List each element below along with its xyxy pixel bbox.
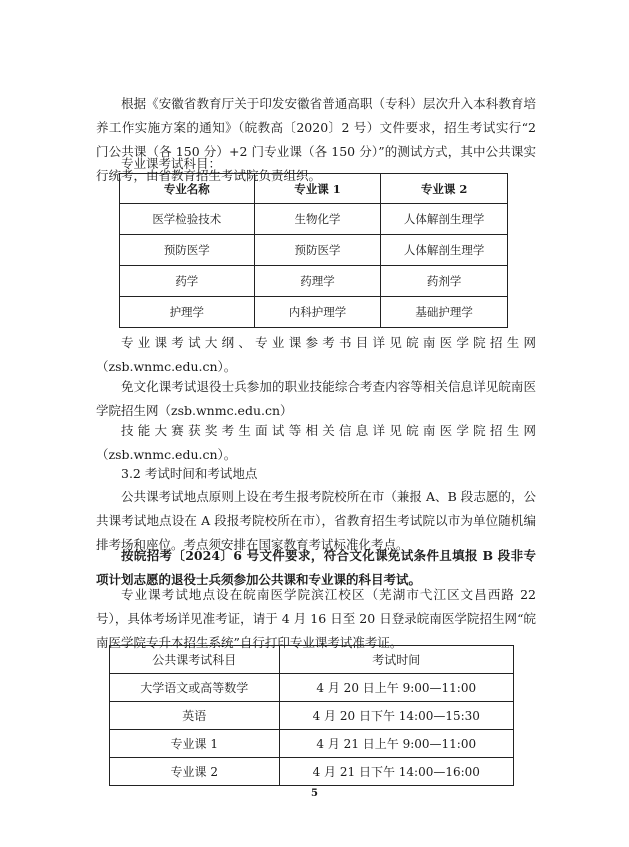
paragraph-major-exam-location: 专业课考试地点设在皖南医学院滨江校区（芜湖市弋江区文昌西路 22 号），具体考场详见准考证，请于 4 月 16 日至 20 日登录皖南医学院招生网“皖南医学院专升本招生系统”自行打印专业课考试准考证。 <box>96 587 536 650</box>
table-cell: 4 月 20 日上午 9:00—11:00 <box>279 674 513 702</box>
table-header-cell: 专业名称 <box>120 174 255 204</box>
table-row <box>120 235 508 266</box>
table-cell: 内科护理学 <box>254 297 381 328</box>
major-subjects-table <box>119 173 508 328</box>
paragraph-major-subjects-heading: 专业课考试科目： <box>121 156 222 171</box>
table-cell: 预防医学 <box>120 235 255 266</box>
table-row <box>120 204 508 235</box>
table-cell: 4 月 20 日下午 14:00—15:30 <box>279 702 513 730</box>
table-row <box>110 674 514 702</box>
table-cell: 英语 <box>110 702 280 730</box>
table-header-cell: 公共课考试科目 <box>110 646 280 674</box>
table-cell: 专业课 2 <box>110 758 280 786</box>
paragraph-public-exam-location: 公共课考试地点原则上设在考生报考院校所在市（兼报 A、B 段志愿的，公共课考试地点设在 A 段报考院校所在市），省教育招生考试院以市为单位随机编排考场和座位。考点须安排在国家教育考试标准化考点。 <box>96 489 536 552</box>
paragraph-policy-notice: 根据《安徽省教育厅关于印发安徽省普通高职（专科）层次升入本科教育培养工作实施方案的通知》（皖教高〔2020〕2 号）文件要求，招生考试实行“2 门公共课（各 150 分）+2 门专业课（各 150 分）”的测试方式，其中公共课实行统考，由省教育招生考试院负责组织。 <box>96 96 536 183</box>
table-cell: 医学检验技术 <box>120 204 255 235</box>
paragraph-veteran-assessment-info: 免文化课考试退役士兵参加的职业技能综合考查内容等相关信息详见皖南医学院招生网（zsb.wnmc.edu.cn） <box>96 379 536 418</box>
table-cell: 4 月 21 日下午 14:00—16:00 <box>279 758 513 786</box>
section-heading: 3.2 考试时间和考试地点 <box>121 466 258 481</box>
table-header-row <box>110 646 514 674</box>
table-cell: 药剂学 <box>381 266 508 297</box>
table-row <box>110 730 514 758</box>
table-cell: 4 月 21 日上午 9:00—11:00 <box>279 730 513 758</box>
table-cell: 专业课 1 <box>110 730 280 758</box>
table-cell: 预防医学 <box>254 235 381 266</box>
table-row <box>120 297 508 328</box>
table-cell: 大学语文或高等数学 <box>110 674 280 702</box>
table-cell: 生物化学 <box>254 204 381 235</box>
table-cell: 基础护理学 <box>381 297 508 328</box>
table-cell: 人体解剖生理学 <box>381 235 508 266</box>
paragraph-competition-interview-info: 技能大赛获奖考生面试等相关信息详见皖南医学院招生网（zsb.wnmc.edu.cn）。 <box>96 423 536 462</box>
page-number: 5 <box>311 788 318 799</box>
table-cell: 人体解剖生理学 <box>381 204 508 235</box>
exam-schedule-table <box>109 645 514 786</box>
table-header-cell: 专业课 1 <box>254 174 381 204</box>
table-header-row <box>120 174 508 204</box>
table-cell: 药理学 <box>254 266 381 297</box>
table-row <box>110 758 514 786</box>
table-header-cell: 考试时间 <box>279 646 513 674</box>
paragraph-veteran-requirement: 按皖招考〔2024〕6 号文件要求，符合文化课免试条件且填报 B 段非专项计划志愿的退役士兵须参加公共课和专业课的科目考试。 <box>96 548 536 587</box>
paragraph-syllabus-info: 专业课考试大纲、专业课参考书目详见皖南医学院招生网（zsb.wnmc.edu.cn）。 <box>96 335 536 374</box>
table-cell: 药学 <box>120 266 255 297</box>
table-row <box>110 702 514 730</box>
table-cell: 护理学 <box>120 297 255 328</box>
table-header-cell: 专业课 2 <box>381 174 508 204</box>
table-row <box>120 266 508 297</box>
